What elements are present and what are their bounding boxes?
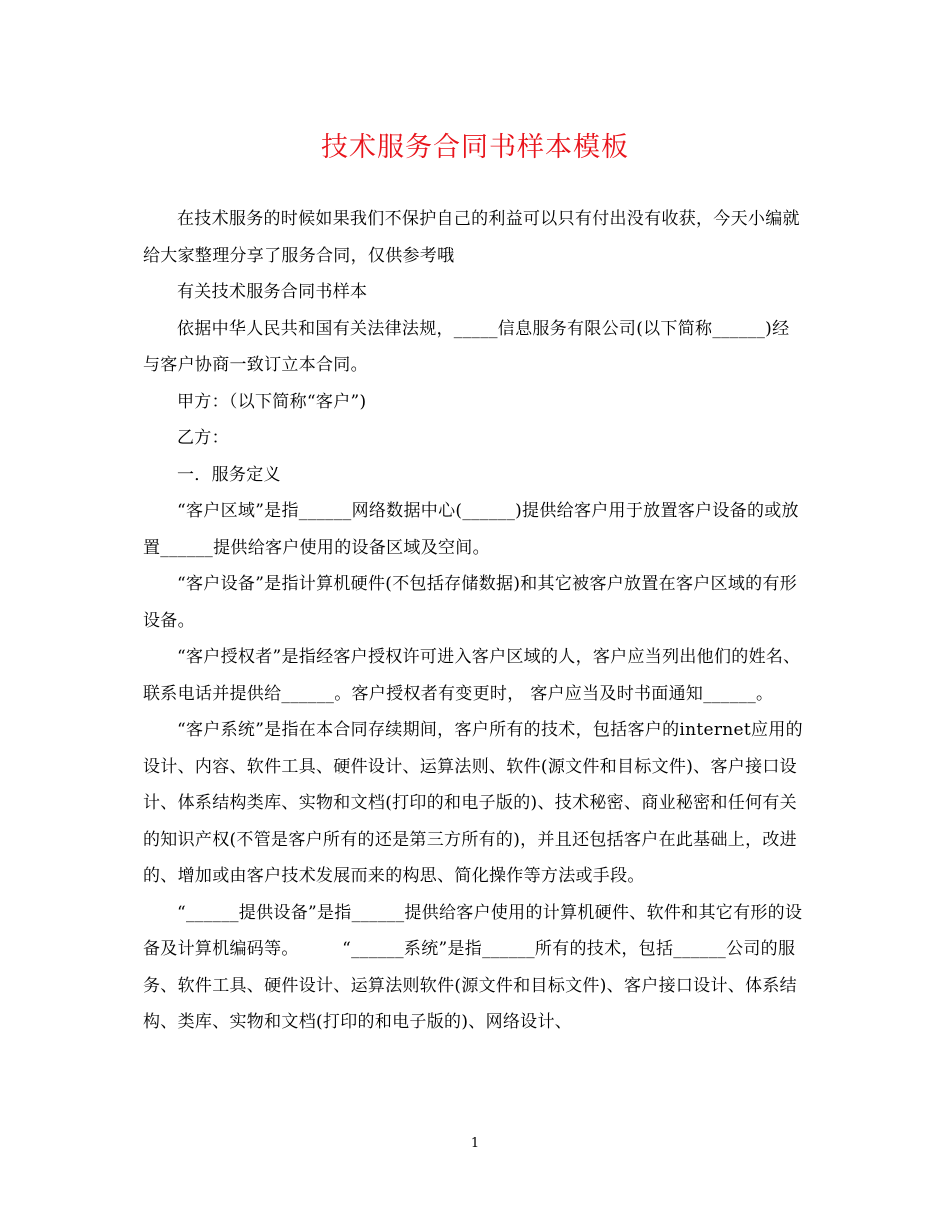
document-title: 技术服务合同书样本模板 — [321, 132, 629, 163]
paragraph-provided-equipment: “______提供设备”是指______提供给客户使用的计算机硬件、软件和其它有形的设备及计算机编码等。 “______系统”是指______所有的技术，包括______公司的服务、软件工具、硬件设计、运算法则软件(源文件和目标文件)、客户接口设计、体系结构、类库、实物和文档(打印的和电子版的)、网络设计、 — [143, 902, 803, 1032]
paragraph-party-b: 乙方： — [177, 428, 229, 448]
paragraph-customer-authorized: “客户授权者”是指经客户授权许可进入客户区域的人，客户应当列出他们的姓名、联系电话并提供给______。客户授权者有变更时， 客户应当及时书面通知______。 — [143, 647, 801, 704]
paragraph-customer-area: “客户区域”是指______网络数据中心(______)提供给客户用于放置客户设备的或放置______提供给客户使用的设备区域及空间。 — [143, 501, 799, 558]
paragraph-party-a: 甲方：（以下简称“客户”) — [177, 391, 367, 412]
paragraph-customer-system: “客户系统”是指在本合同存续期间，客户所有的技术，包括客户的internet应用的设计、内容、软件工具、硬件设计、运算法则、软件(源文件和目标文件)、客户接口设计、体系结构类库、实物和文档(打印的和电子版的)、技术秘密、商业秘密和任何有关的知识产权(不管是客户所有的还是第三方所有的)，并且还包括客户在此基础上，改进的、增加或由客户技术发展而来的构思、简化操作等方法或手段。 — [143, 720, 803, 886]
paragraph-intro: 在技术服务的时候如果我们不保护自己的利益可以只有付出没有收获，今天小编就给大家整理分享了服务合同，仅供参考哦 — [143, 209, 800, 266]
document-body — [143, 201, 803, 1041]
paragraph-preamble: 依据中华人民共和国有关法律法规，_____信息服务有限公司(以下简称______)经与客户协商一致订立本合同。 — [143, 318, 790, 375]
paragraph-heading: 有关技术服务合同书样本 — [177, 282, 368, 302]
paragraph-customer-equipment: “客户设备”是指计算机硬件(不包括存储数据)和其它被客户放置在客户区域的有形设备。 — [143, 574, 798, 631]
page-number: 1 — [470, 1136, 480, 1151]
section-heading-definitions: 一．服务定义 — [177, 464, 281, 485]
